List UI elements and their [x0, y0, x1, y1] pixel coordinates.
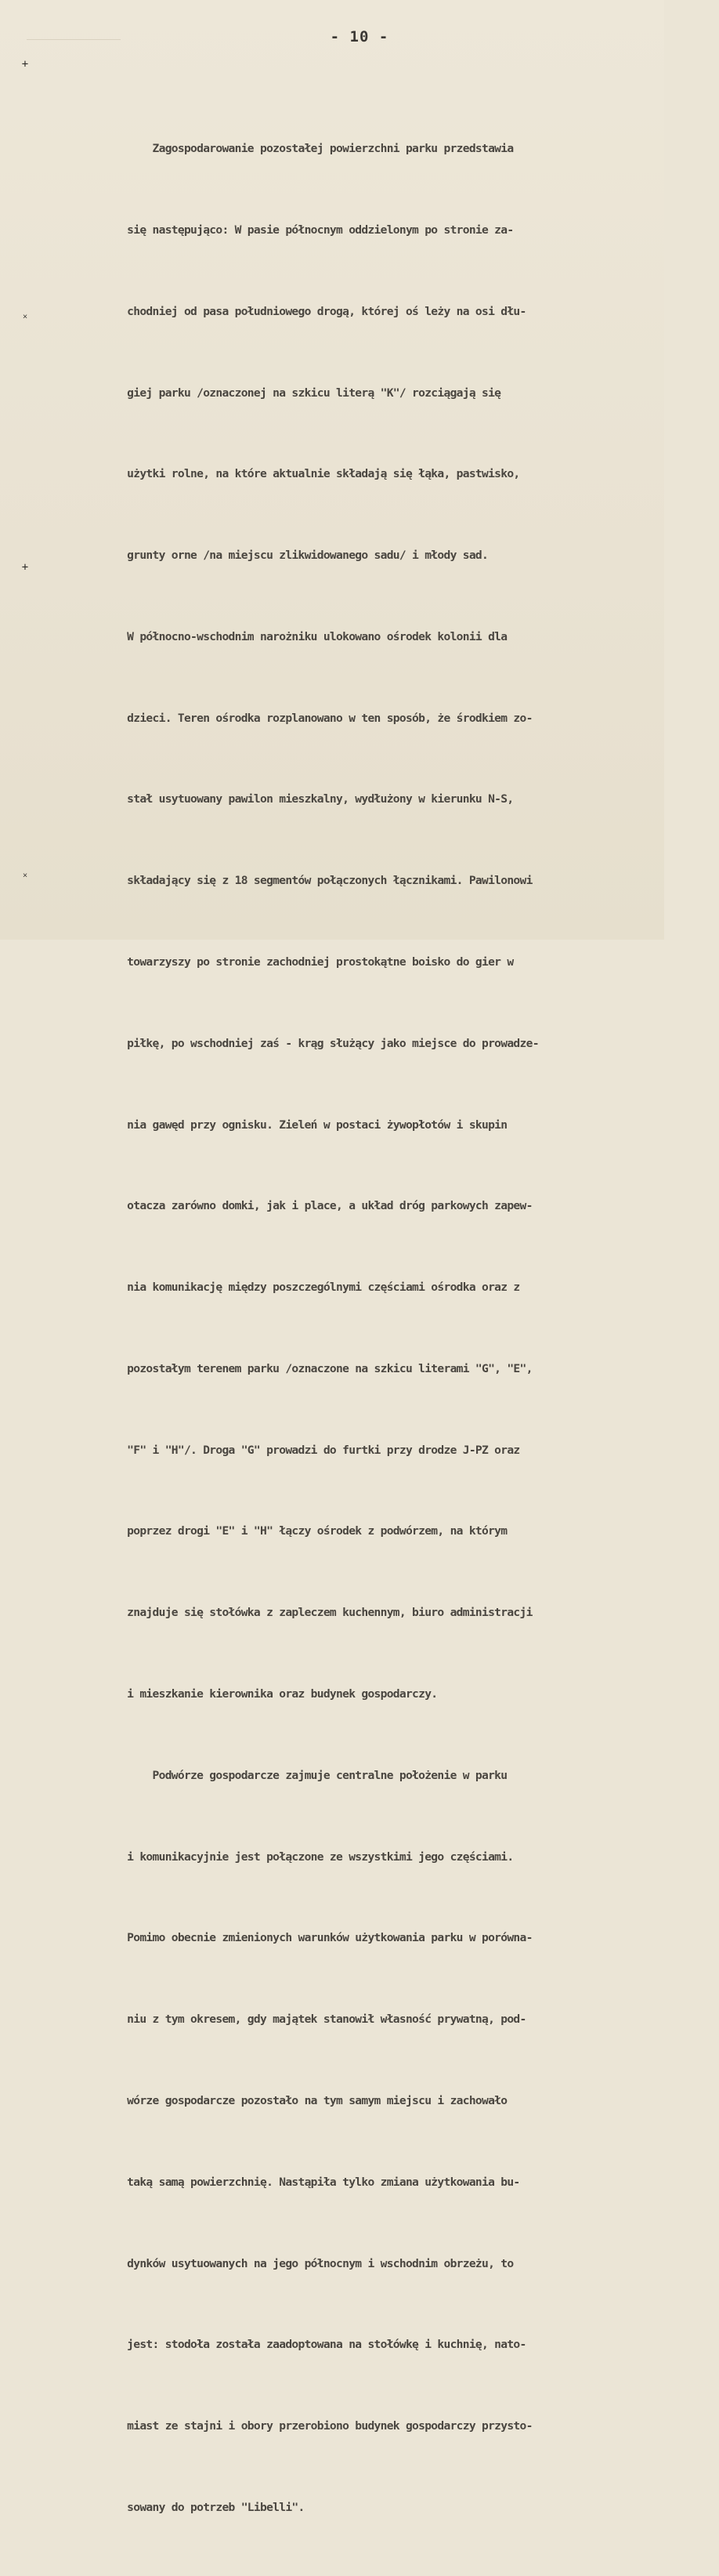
text-line: niu z tym okresem, gdy majątek stanowił własność prywatną, pod- [114, 2013, 526, 2027]
text-line: miast ze stajni i obory przerobiono budynek gospodarczy przysto- [114, 2419, 533, 2433]
body-text [114, 82, 655, 2576]
text-line: giej parku /oznaczonej na szkicu literą "K"/ rozciągają się [114, 386, 501, 400]
text-line: i komunikacyjnie jest połączone ze wszystkimi jego częściami. [114, 1850, 514, 1864]
text-line: piłkę, po wschodniej zaś - krąg służący jako miejsce do prowadze- [114, 1036, 539, 1050]
text-line: W północno-wschodnim narożniku ulokowano ośrodek kolonii dla [114, 629, 508, 643]
page-number: - 10 - [330, 28, 389, 45]
text-line: poprzez drogi "E" i "H" łączy ośrodek z podwórzem, na którym [114, 1524, 508, 1538]
text-line: taką samą powierzchnię. Nastąpiła tylko zmiana użytkowania bu- [114, 2175, 520, 2189]
text-line: grunty orne /na miejscu zlikwidowanego sadu/ i młody sad. [114, 549, 489, 563]
text-line: Pomimo obecnie zmienionych warunków użytkowania parku w porówna- [114, 1931, 533, 1945]
text-line: sowany do potrzeb "Libelli". [114, 2500, 305, 2514]
text-line: wórze gospodarcze pozostało na tym samym miejscu i zachowało [114, 2093, 508, 2107]
text-line: nia komunikację między poszczególnymi częściami ośrodka oraz z [114, 1281, 520, 1295]
text-line: dynków usytuowanych na jego północnym i wschodnim obrzeżu, to [114, 2256, 514, 2270]
text-line: stał usytuowany pawilon mieszkalny, wydłużony w kierunku N-S, [114, 792, 514, 806]
text-line: użytki rolne, na które aktualnie składają się łąka, pastwisko, [114, 467, 520, 481]
text-line: towarzyszy po stronie zachodniej prostokątne boisko do gier w [114, 955, 514, 969]
text-line: Zagospodarowanie pozostałej powierzchni parku przedstawia [114, 142, 514, 156]
text-line: nia gawęd przy ognisku. Zieleń w postaci żywopłotów i skupin [114, 1118, 508, 1132]
text-line: dzieci. Teren ośrodka rozplanowano w ten sposób, że środkiem zo- [114, 711, 533, 725]
text-line: otacza zarówno domki, jak i place, a układ dróg parkowych zapew- [114, 1199, 533, 1213]
text-line: "F" i "H"/. Droga "G" prowadzi do furtki przy drodze J-PZ oraz [114, 1443, 520, 1457]
text-line: się następująco: W pasie północnym oddzielonym po stronie za- [114, 223, 514, 237]
margin-mark: + [21, 58, 29, 71]
margin-mark: ˟ [23, 871, 27, 884]
text-line: Podwórze gospodarcze zajmuje centralne położenie w parku [114, 1768, 508, 1782]
text-line: składający się z 18 segmentów połączonych łącznikami. Pawilonowi [114, 874, 533, 888]
text-line: i mieszkanie kierownika oraz budynek gospodarczy. [114, 1687, 438, 1701]
text-line: znajduje się stołówka z zapleczem kuchennym, biuro administracji [114, 1606, 533, 1620]
text-line: pozostałym terenem parku /oznaczone na szkicu literami "G", "E", [114, 1361, 533, 1375]
margin-mark: + [21, 561, 29, 574]
margin-mark: ˟ [23, 313, 27, 325]
text-line: jest: stodoła została zaadoptowana na stołówkę i kuchnię, nato- [114, 2338, 526, 2352]
text-line: chodniej od pasa południowego drogą, której oś leży na osi dłu- [114, 304, 526, 318]
